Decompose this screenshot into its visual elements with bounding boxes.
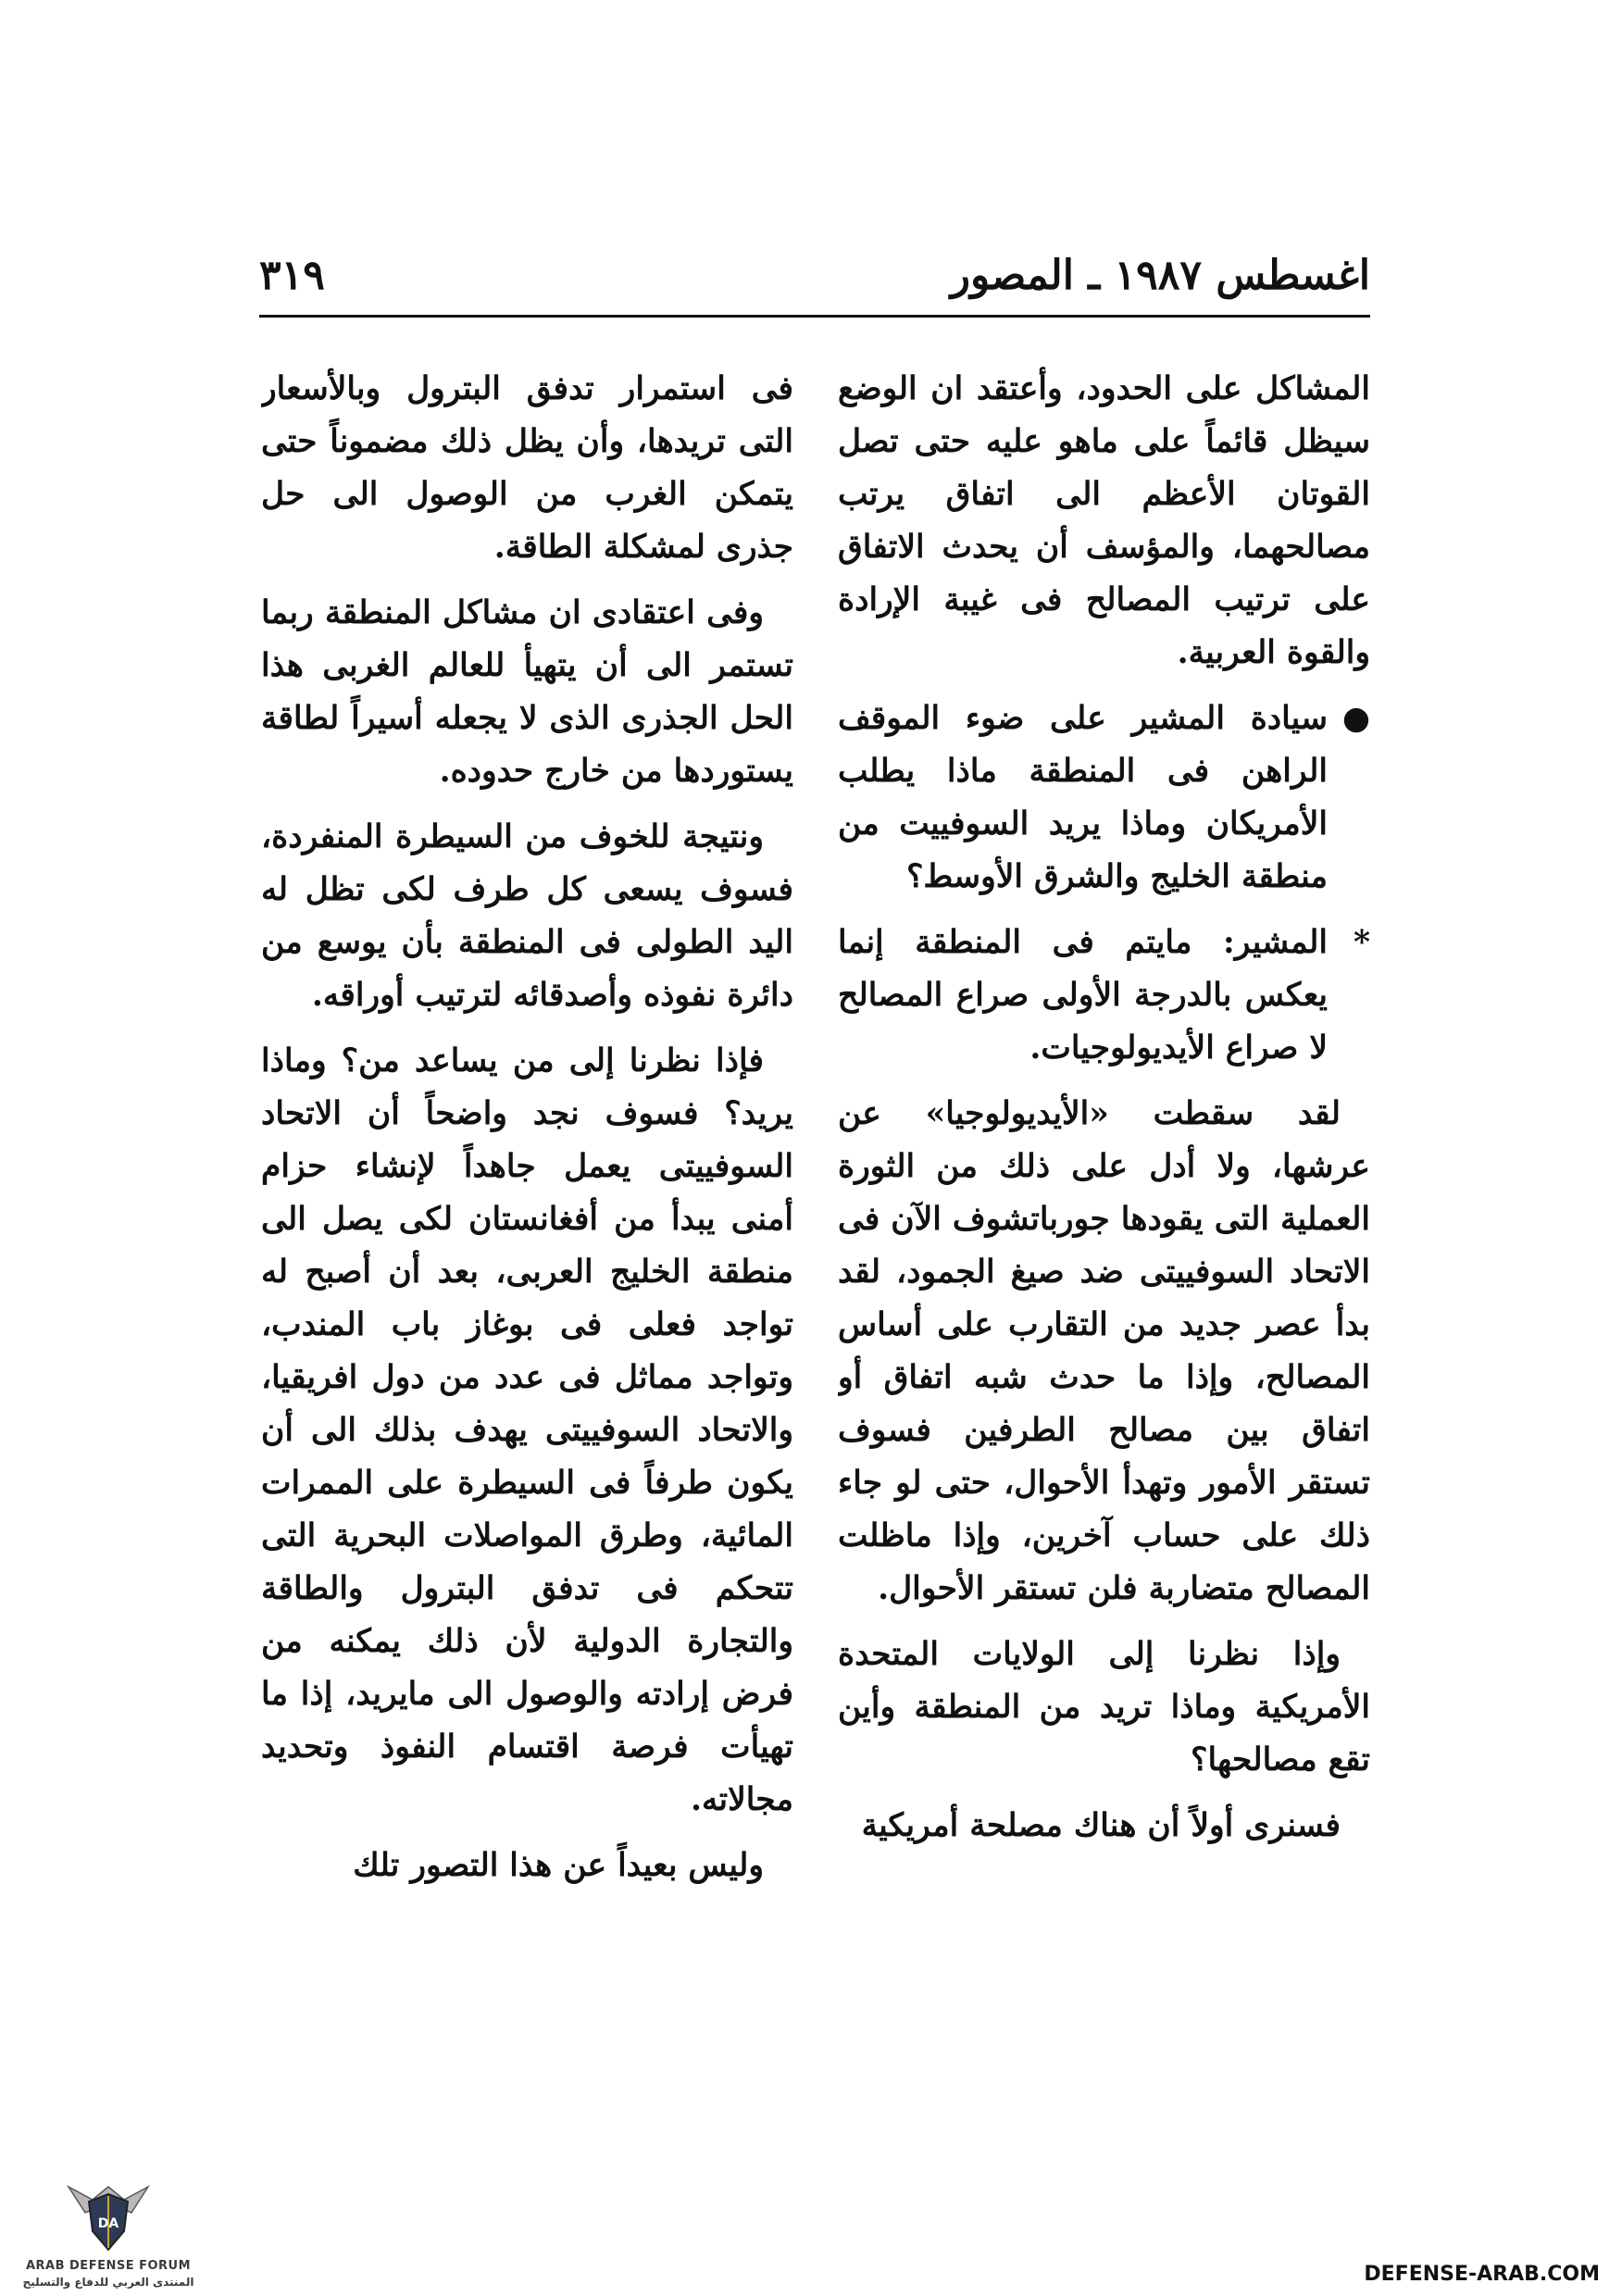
forum-logo	[20, 2166, 196, 2294]
site-watermark: DEFENSE-ARAB.COM	[1364, 2263, 1600, 2286]
paragraph: فسنرى أولاً أن هناك مصلحة أمريكية	[861, 1807, 1341, 1844]
header-rule	[259, 315, 1370, 318]
paragraph: ونتيجة للخوف من السيطرة المنفردة، فسوف يسعى كل طرف لكى تظل له اليد الطولى فى المنطقة بأن يوسع من دائرة نفوذه وأصدقائه لترتيب أوراقه.	[261, 818, 793, 1014]
running-title: اغسطس ١٩٨٧ ـ المصور	[950, 252, 1370, 299]
bullet-icon: ●	[1341, 700, 1370, 737]
paragraph: فإذا نظرنا إلى من يساعد من؟ وماذا يريد؟ فسوف نجد واضحاً أن الاتحاد السوفييتى يعمل جاهداً لإنشاء حزام أمنى يبدأ من أفغانستان لكى يصل الى منطقة الخليج العربى، بعد أن أصبح له تواجد فعلى فى بوغاز باب المندب، وتواجد مماثل فى عدد من دول افريقيا، والاتحاد السوفييتى يهدف بذلك الى أن يكون طرفاً فى السيطرة على الممرات المائية، وطرق المواصلات البحرية التى تتحكم فى تدفق البترول والطاقة والتجارة الدولية لأن ذلك يمكنه من فرض إرادته والوصول الى مايريد، إذا ما تهيأت فرصة اقتسام النفوذ وتحديد مجالاته.	[261, 1042, 793, 1818]
star-icon: *	[1353, 924, 1370, 961]
page-header	[259, 252, 1370, 307]
paragraph: المشاكل على الحدود، وأعتقد ان الوضع سيظل قائماً على ماهو عليه حتى تصل القوتان الأعظم الى اتفاق يرتب مصالحهما، والمؤسف أن يحدث الاتفاق على ترتيب المصالح فى غيبة الإرادة والقوة العربية.	[838, 370, 1370, 671]
paragraph: وليس بعيداً عن هذا التصور تلك	[353, 1847, 764, 1884]
paragraph: وفى اعتقادى ان مشاكل المنطقة ربما تستمر الى أن يتهيأ للعالم الغربى هذا الحل الجذرى الذى لا يجعله أسيراً لطاقة يستوردها من خارج حدوده.	[261, 594, 793, 790]
answer-paragraph	[838, 917, 1370, 1075]
left-column	[261, 363, 793, 2168]
paragraph: فى استمرار تدفق البترول وبالأسعار التى تريدها، وأن يظل ذلك مضموناً حتى يتمكن الغرب من الوصول الى حل جذرى لمشكلة الطاقة.	[261, 370, 793, 566]
eagle-shield-icon	[67, 2166, 150, 2257]
right-column	[838, 363, 1370, 2168]
page-number: ٣١٩	[259, 252, 325, 299]
paragraph: لقد سقطت «الأيديولوجيا» عن عرشها، ولا أدل على ذلك من الثورة العملية التى يقودها جورباتشوف الآن فى الاتحاد السوفييتى ضد صيغ الجمود، لقد بدأ عصر جديد من التقارب على أساس المصالح، وإذا ما حدث شبه اتفاق أو اتفاق بين مصالح الطرفين فسوف تستقر الأمور وتهدأ الأحوال، حتى لو جاء ذلك على حساب آخرين، وإذا ماظلت المصالح متضاربة فلن تستقر الأحوال.	[838, 1095, 1370, 1607]
answer-text: المشير: مايتم فى المنطقة إنما يعكس بالدرجة الأولى صراع المصالح لا صراع الأيديولوجيات.	[838, 924, 1328, 1067]
question-paragraph	[838, 693, 1370, 904]
logo-name-ar: المنتدى العربي للدفاع والتسليح	[22, 2276, 194, 2289]
question-text: سيادة المشير على ضوء الموقف الراهن فى المنطقة ماذا يطلب الأمريكان وماذا يريد السوفييت من منطقة الخليج والشرق الأوسط؟	[838, 700, 1328, 895]
logo-initials: DA	[97, 2216, 119, 2231]
logo-name-en: ARAB DEFENSE FORUM	[25, 2259, 192, 2273]
paragraph: وإذا نظرنا إلى الولايات المتحدة الأمريكية وماذا تريد من المنطقة وأين تقع مصالحها؟	[838, 1636, 1370, 1778]
